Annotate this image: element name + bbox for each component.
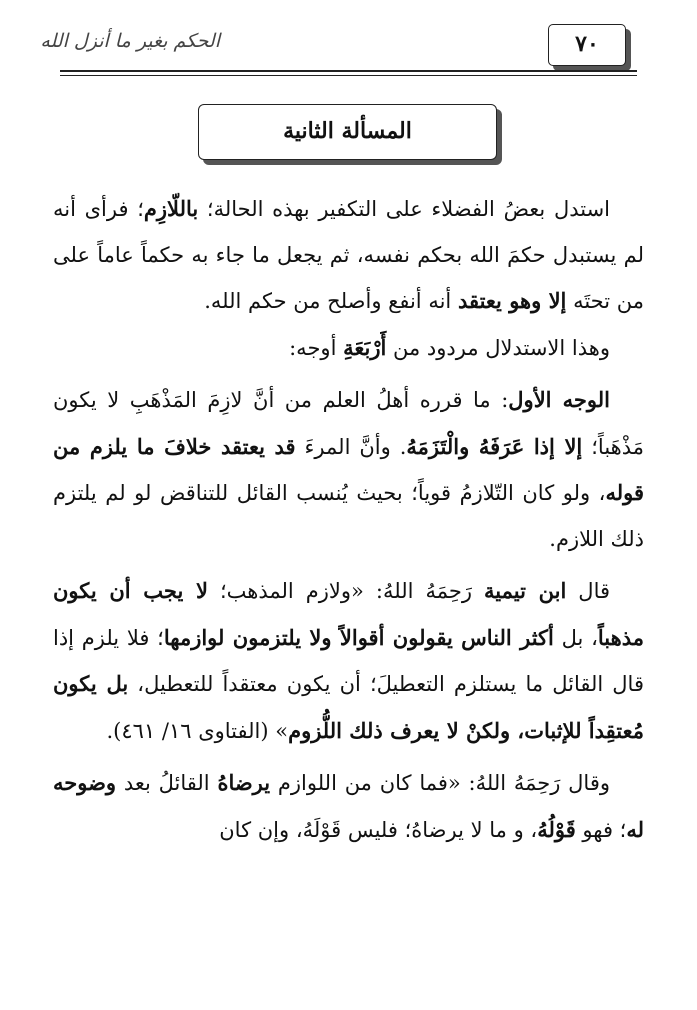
page-number: ٧٠: [575, 31, 599, 57]
bold-text-run: أَرْبَعَةِ: [343, 334, 387, 360]
paragraph: [53, 186, 644, 325]
text-run: . وأنَّ المرءَ: [295, 434, 407, 459]
text-run: وهذا الاستدلال مردود من: [386, 335, 610, 360]
bold-text-run: الوجه الأول: [508, 387, 610, 412]
text-run: استدل بعضُ الفضلاء على التكفير بهذه الحالة؛: [198, 197, 610, 221]
bold-text-run: قَوْلُهُ: [537, 816, 576, 842]
section-heading-box: [198, 104, 497, 160]
bold-text-run: إلا وهو يعتقد: [457, 288, 567, 313]
text-run: وقال رَحِمَهُ اللهُ: «فما كان من اللوازم: [270, 771, 611, 795]
bold-text-run: يرضاهُ: [217, 770, 271, 795]
bold-text-run: لا يجب أن يكون مذهباً: [53, 578, 644, 650]
text-run: : ما قرره أهلُ العلم من أنَّ لازِمَ المَذْهَبِ لا يكون مَذْهَباً؛: [53, 388, 645, 459]
text-run: ؛ فلا يلزم إذا قال القائل ما يستلزم التعطيلَ؛ أن يكون معتقداً للتعطيل،: [53, 625, 644, 696]
text-run: أوجه:: [289, 335, 344, 360]
text-run: ، بل: [553, 625, 598, 650]
section-title: المسألة الثانية: [283, 118, 412, 144]
text-run: » (الفتاوى ١٦/ ٤٦١).: [106, 718, 289, 743]
bold-text-run: قد يعتقد خلافَ ما يلزم من قوله: [53, 433, 645, 505]
paragraph: [53, 760, 644, 853]
text-run: رَحِمَهُ اللهُ: «ولازم المذهب؛: [207, 579, 485, 603]
text-run: ، و ما لا يرضاهُ؛ فليس قَوْلَهُ، وإن كان: [219, 817, 538, 842]
bold-text-run: ابن تيمية: [484, 578, 567, 603]
text-run: قال: [566, 579, 611, 603]
body-text: [53, 186, 644, 853]
book-title-logo: الحكم بغير ما أنزل الله: [40, 30, 220, 52]
paragraph: [53, 568, 644, 754]
page-number-box: [548, 24, 626, 66]
bold-text-run: بل يكون مُعتقِداً للإثبات، ولكنْ لا يعرف ذلك اللُّزوم: [53, 671, 644, 743]
bold-text-run: باللّازِم: [143, 196, 199, 221]
text-run: ؛ فرأى أنه لم يستبدل حكمَ الله بحكم نفسه، ثم يجعل ما جاء به حكماً عاماً على من تحتَه: [53, 197, 644, 313]
text-run: ؛ فهو: [575, 817, 627, 842]
paragraph: [53, 325, 644, 372]
bold-text-run: أكثر الناس يقولون أقوالاً ولا يلتزمون لوازمها: [163, 624, 554, 650]
text-run: أنه أنفع وأصلح من حكم الله.: [204, 289, 458, 313]
header-divider: [60, 70, 637, 76]
paragraph: [53, 377, 644, 562]
text-run: القائلُ بعد: [116, 771, 218, 795]
bold-text-run: وضوحه له: [53, 770, 644, 842]
bold-text-run: إلا إذا عَرَفَهُ والْتَزَمَهُ: [406, 433, 583, 459]
text-run: ، ولو كان التّلازمُ قوياً؛ بحيث يُنسب القائل للتناقض لو لم يلتزم ذلك اللازم.: [53, 481, 644, 551]
